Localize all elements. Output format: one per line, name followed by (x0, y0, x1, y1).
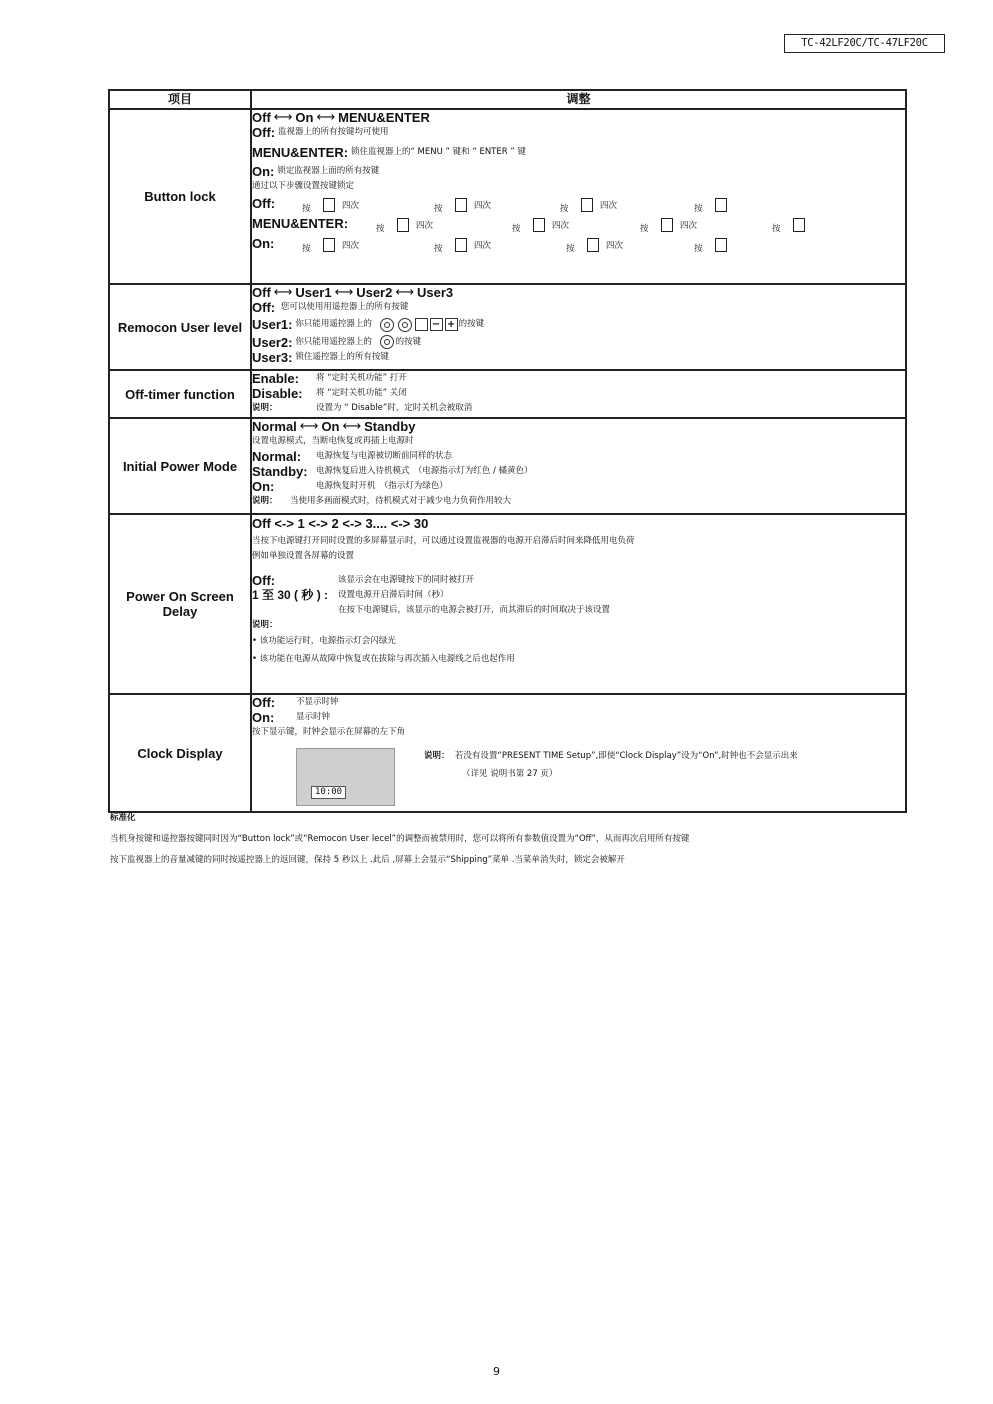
key-icon (581, 198, 593, 212)
key-icon (397, 218, 409, 232)
list-item: 按下显示键，时钟会显示在屏幕的左下角 (252, 727, 406, 737)
row-content-clock-display (251, 694, 906, 812)
key-icon (661, 218, 673, 232)
adjustment-table (108, 89, 907, 813)
list-item: 在按下电源键后，该显示的电源会被打开，而其滞后的时间取决于该设置 (338, 605, 611, 615)
key-icon (715, 198, 727, 212)
bullet-icon: • (252, 636, 260, 646)
row-content-off-timer (251, 370, 906, 418)
row-label-off-timer: Off-timer function (109, 370, 251, 418)
remote-button-icon (398, 318, 412, 332)
row-label-power-on-screen-delay (109, 514, 251, 694)
list-item: MENU&ENTER: 锁住监视器上的“ MENU ” 键和 “ ENTER ” 键 (252, 145, 526, 160)
row-label-button-lock: Button lock (109, 109, 251, 284)
key-icon (455, 198, 467, 212)
list-item: User2: 你只能用遥控器上的 的按键 (252, 334, 422, 350)
key-icon (533, 218, 545, 232)
table-row (109, 514, 906, 694)
row-content-button-lock (251, 109, 906, 284)
list-item: Off: 该显示会在电源键按下的同时被打开 (252, 573, 475, 588)
list-item: Off: 不显示时钟 (252, 695, 339, 710)
bullet-icon: • (252, 654, 260, 664)
list-item: • 该功能在电源从故障中恢复或在拔除与再次插入电源线之后也起作用 (252, 654, 515, 664)
minus-icon: − (430, 318, 443, 331)
row-content-power-on-screen-delay (251, 514, 906, 694)
clock-screen-preview (296, 748, 395, 806)
footnote-line: 当机身按键和遥控器按键同时因为“Button lock”或“Remocon User lecel”的调整而被禁用时，您可以将所有参数值设置为“Off”，从而再次启用所有按键 (110, 834, 690, 844)
remote-button-icon (380, 318, 394, 332)
key-icon (715, 238, 727, 252)
key-icon (323, 198, 335, 212)
list-item: On: 显示时钟 (252, 710, 331, 725)
key-sequence-off: Off: 按 四次 按 四次 按 四次 按 (252, 194, 905, 214)
list-item: 通过以下步骤设置按键锁定 (252, 181, 355, 191)
clock-time: 10:00 (311, 786, 346, 799)
footnote-title: 标准化 (110, 813, 136, 823)
table-row (109, 370, 906, 418)
clock-note-reference: （详见 说明书第 27 页） (462, 769, 558, 779)
row-content-initial-power-mode (251, 418, 906, 514)
page-number: 9 (493, 1365, 500, 1378)
delay-options: Off <-> 1 <-> 2 <-> 3.... <-> 30 (252, 516, 429, 531)
table-row (109, 284, 906, 370)
list-item: Enable: 将 “定时关机功能” 打开 (252, 371, 407, 386)
list-item: 1 至 30 ( 秒 ) : 设置电源开启滞后时间（秒） (252, 588, 449, 602)
list-item: • 该功能运行时，电源指示灯会闪绿光 (252, 636, 396, 646)
remocon-options: Off ⟷ User1 ⟷ User2 ⟷ User3 (252, 285, 454, 300)
table-header-row (109, 90, 906, 109)
list-item: 例如单独设置各屏幕的设置 (252, 551, 355, 561)
power-mode-options: Normal ⟷ On ⟷ Standby (252, 419, 416, 434)
list-item: 设置电源模式，当断电恢复或再插上电源时 (252, 436, 414, 446)
list-item: 说明： 设置为 “ Disable”时，定时关机会被取消 (252, 403, 473, 413)
key-icon (587, 238, 599, 252)
remote-button-icon (415, 318, 428, 331)
table-row (109, 694, 906, 812)
clock-note: 说明： 若没有设置“PRESENT TIME Setup”,即使“Clock Display”设为“On”,时钟也不会显示出来 (424, 751, 798, 761)
list-item: Off: 监视器上的所有按键均可使用 (252, 125, 389, 140)
key-sequence-on: On: 按 四次 按 四次 按 四次 按 (252, 234, 905, 254)
list-item: On: 锁定监视器上面的所有按键 (252, 164, 380, 179)
row-label-line1: Power On Screen (126, 589, 234, 604)
list-item: Off: 您可以使用用遥控器上的所有按键 (252, 300, 409, 315)
list-item: On: 电源恢复时开机 （指示灯为绿色） (252, 479, 448, 494)
list-item: User1: 你只能用遥控器上的 − + 的按键 (252, 317, 485, 332)
list-item: 说明： 当使用多画面模式时，待机模式对于减少电力负荷作用较大 (252, 496, 512, 506)
column-header-adjust: 调整 (251, 90, 906, 109)
key-icon (793, 218, 805, 232)
column-header-item: 项目 (109, 90, 251, 109)
key-icon (455, 238, 467, 252)
list-item: Normal: 电源恢复与电源被切断前同样的状态 (252, 449, 453, 464)
list-item: 说明： (252, 620, 278, 630)
footnotes (110, 808, 689, 871)
row-label-clock-display: Clock Display (109, 694, 251, 812)
row-label-line2: Delay (162, 604, 198, 619)
row-label-remocon-user-level: Remocon User level (109, 284, 251, 370)
list-item: 当按下电源键打开同时设置的多屏幕显示时，可以通过设置监视器的电源开启滞后时间来降低用电负荷 (252, 536, 635, 546)
key-icon (323, 238, 335, 252)
model-number: TC-42LF20C/TC-47LF20C (784, 34, 945, 53)
list-item: User3: 锁住遥控器上的所有按键 (252, 350, 389, 365)
row-content-remocon-user-level (251, 284, 906, 370)
plus-icon: + (445, 318, 458, 331)
key-sequence-menu-enter: MENU&ENTER: 按 四次 按 四次 按 四次 按 (252, 214, 905, 234)
list-item: Disable: 将 “定时关机功能” 关闭 (252, 386, 407, 401)
table-row (109, 109, 906, 284)
button-lock-options: Off ⟷ On ⟷ MENU&ENTER (252, 110, 430, 125)
row-label-initial-power-mode: Initial Power Mode (109, 418, 251, 514)
table-row (109, 418, 906, 514)
list-item: Standby: 电源恢复后进入待机模式 （电源指示灯为红色 / 橘黄色） (252, 464, 533, 479)
remote-button-icon (380, 335, 394, 349)
footnote-line: 按下监视器上的音量减键的同时按遥控器上的返回键，保持 5 秒以上 .此后 ,屏幕上会显示“Shipping”菜单 .当菜单消失时，锁定会被解开 (110, 855, 625, 865)
